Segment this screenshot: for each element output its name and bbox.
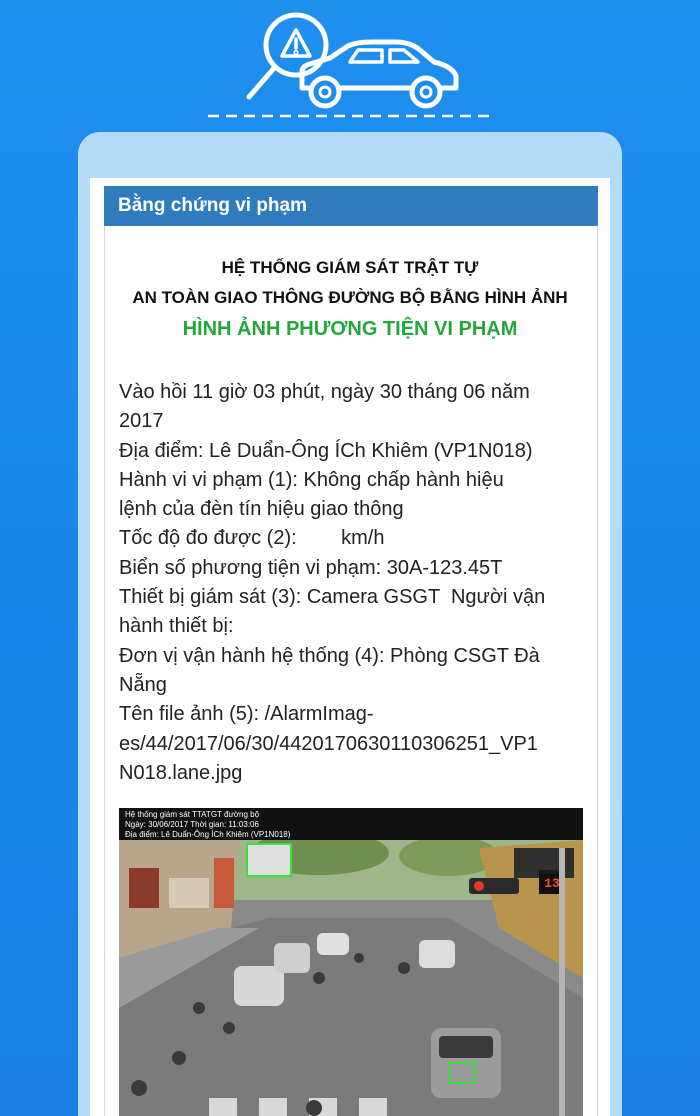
detail-line: Nẵng (119, 673, 167, 696)
detail-line: Đơn vị vận hành hệ thống (4): Phòng CSGT Đà (119, 644, 540, 667)
detail-line: Thiết bị giám sát (3): Camera GSGT Người vận (119, 586, 546, 609)
detail-line: hành thiết bị: (119, 615, 234, 638)
hero-illustration (0, 0, 700, 130)
evidence-header: Bằng chứng vi phạm (104, 186, 598, 226)
overlay-line: Địa điểm: Lê Duẩn-Ông ÍCh Khiêm (VP1N018) (125, 830, 291, 839)
violation-image-title: HÌNH ẢNH PHƯƠNG TIỆN VI PHẠM (182, 318, 518, 340)
street-scene (119, 808, 583, 1116)
overlay-line: Hệ thống giám sát TTATGT đường bộ (125, 810, 260, 819)
overlay-line: Ngày: 30/06/2017 Thời gian: 11:03:06 (125, 820, 259, 829)
detail-line: N018.lane.jpg (119, 761, 243, 784)
detail-line: Hành vi vi phạm (1): Không chấp hành hiệu (119, 468, 504, 491)
system-title-line1: HỆ THỐNG GIÁM SÁT TRẬT TỰ (221, 258, 479, 277)
detail-line: Tên file ảnh (5): /AlarmImag- (119, 703, 374, 726)
detail-line: 2017 (119, 410, 164, 433)
detail-line: lệnh của đèn tín hiệu giao thông (119, 498, 404, 521)
detail-line: es/44/2017/06/30/4420170630110306251_VP1 (119, 732, 538, 755)
detail-line: Biển số phương tiện vi phạm: 30A-123.45T (119, 556, 503, 579)
detail-line: Vào hồi 11 giờ 03 phút, ngày 30 tháng 06 năm (119, 381, 530, 403)
camera-overlay (119, 808, 583, 840)
violation-photo[interactable] (119, 808, 583, 1116)
system-title-line2: AN TOÀN GIAO THÔNG ĐƯỜNG BỘ BẰNG HÌNH ẢNH (132, 288, 568, 307)
violation-details (119, 378, 581, 788)
evidence-screen (90, 178, 610, 1116)
signal-countdown: 13 (544, 876, 560, 891)
detail-line: Tốc độ đo được (2): km/h (119, 527, 385, 550)
detail-line: Địa điểm: Lê Duẩn-Ông ÍCh Khiêm (VP1N018) (119, 439, 533, 462)
